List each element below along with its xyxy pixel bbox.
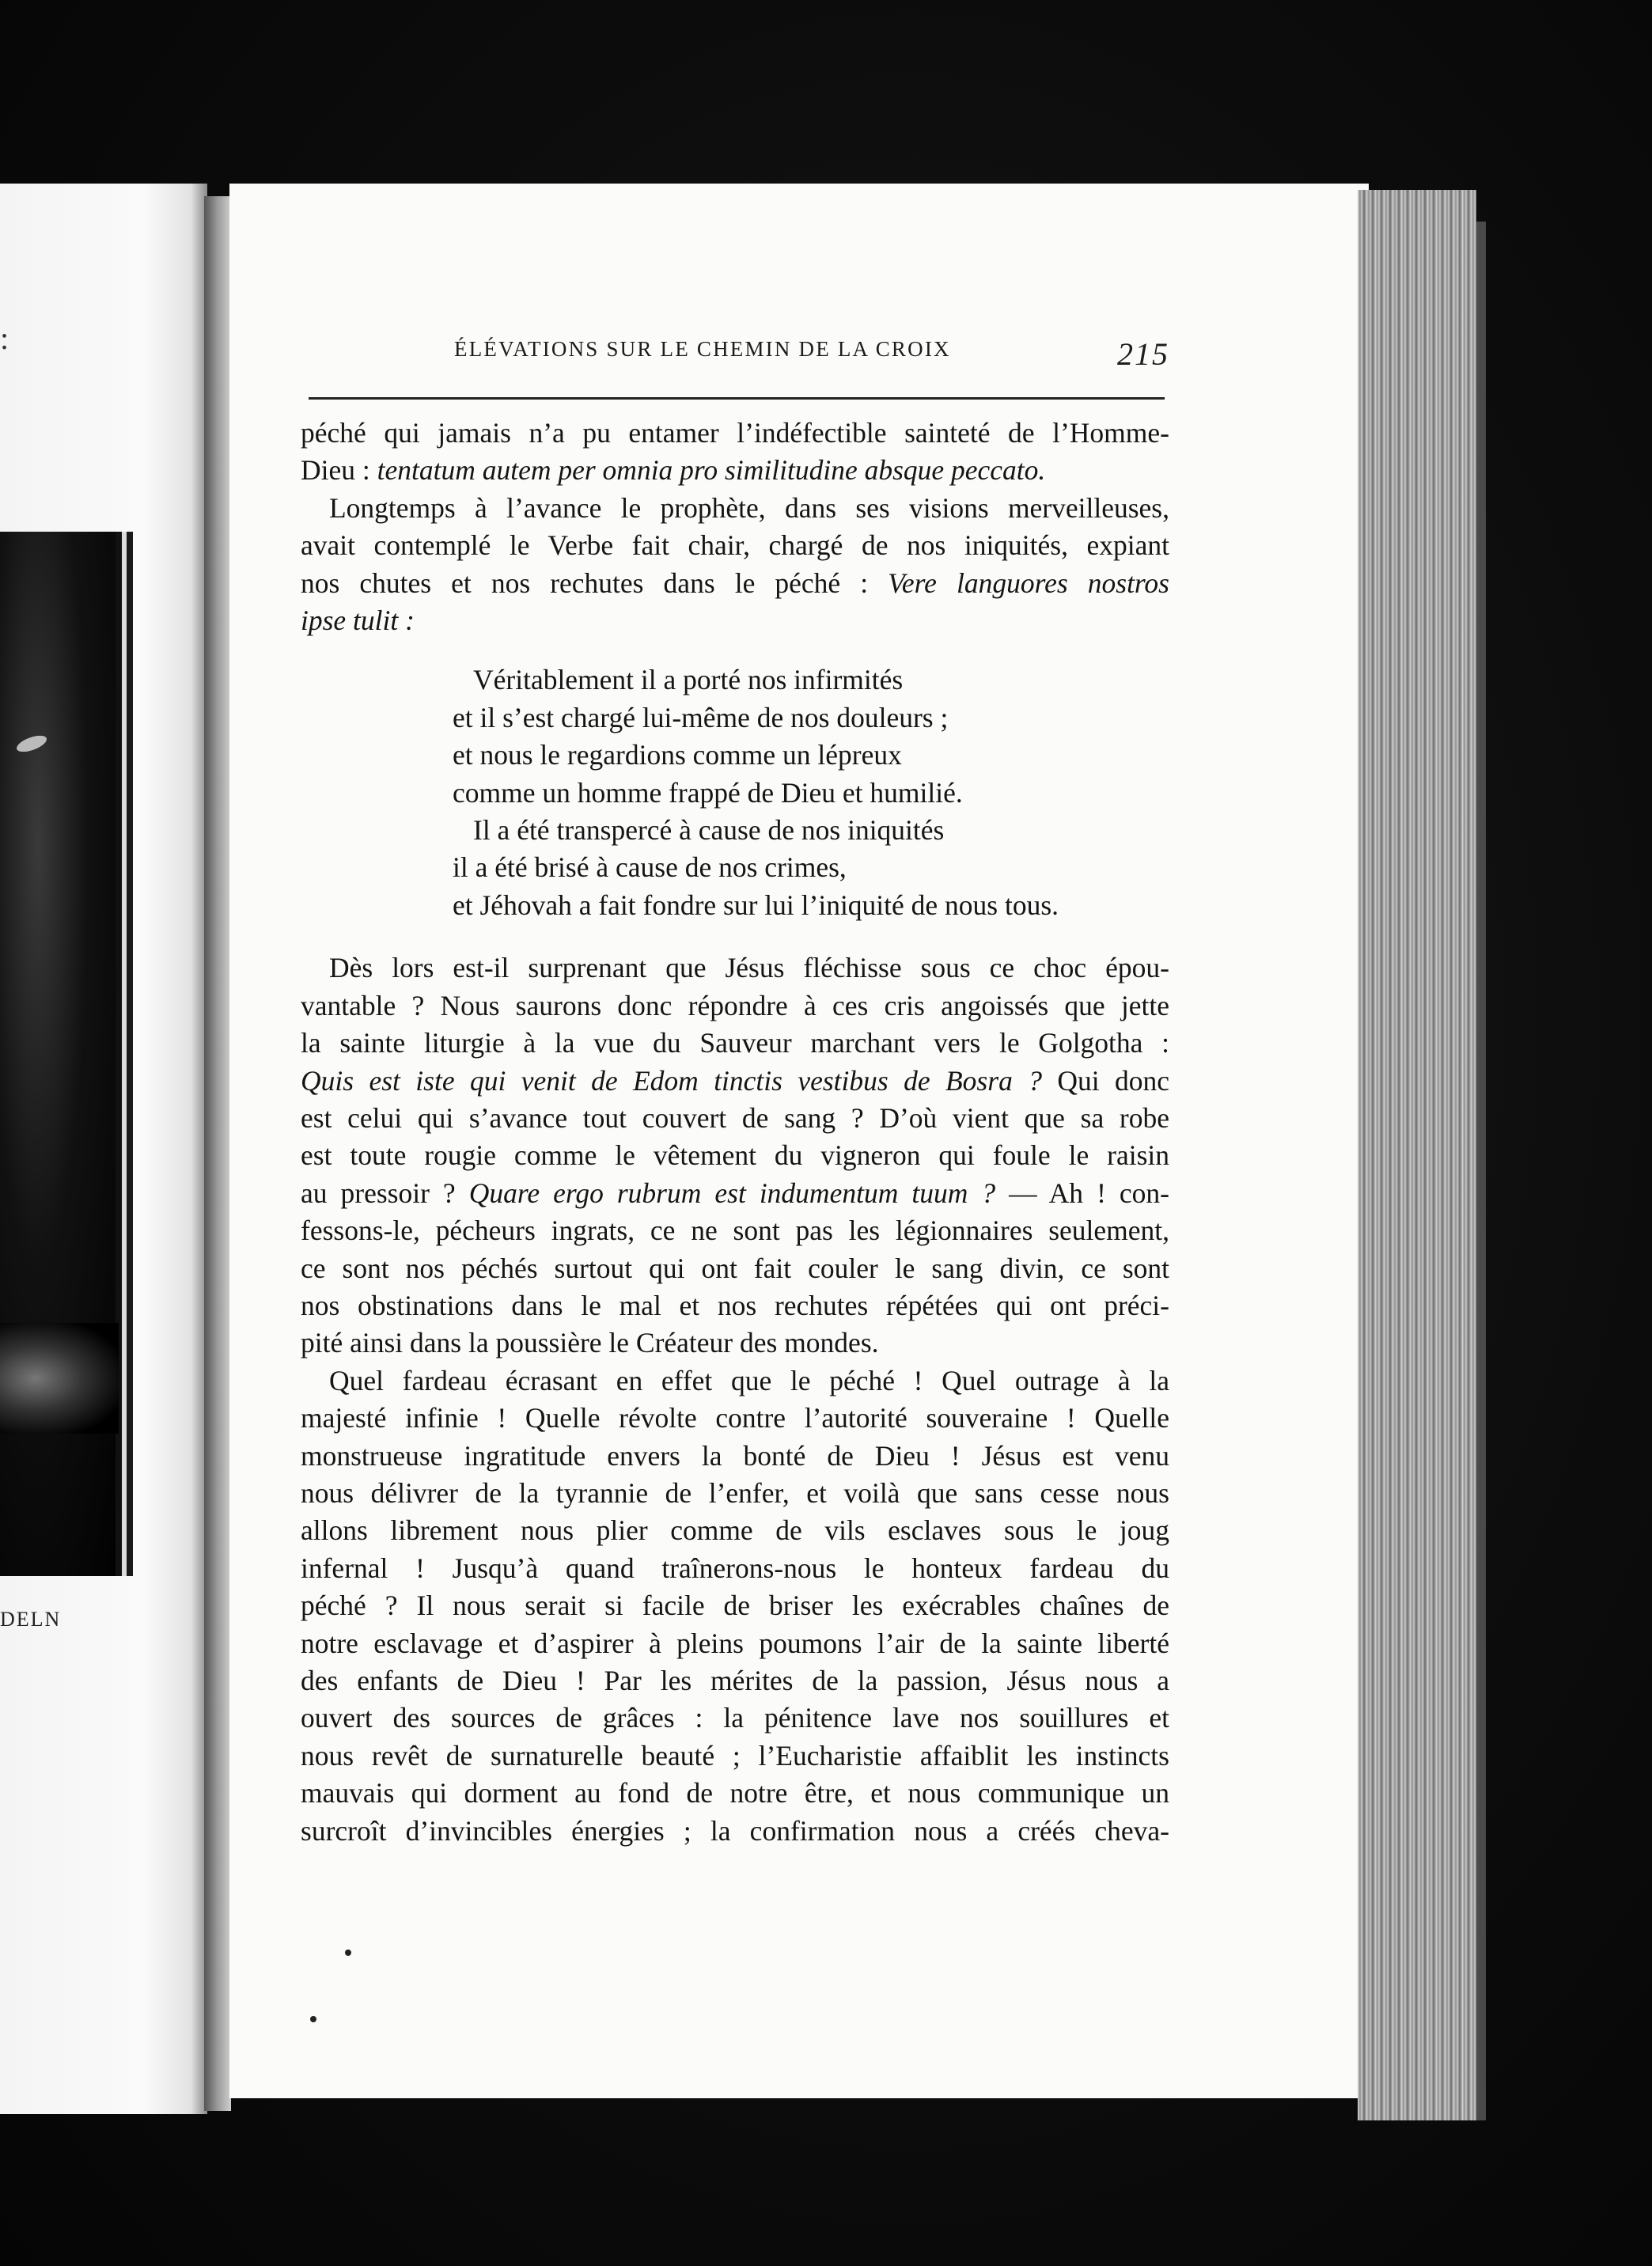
- text-line: [301, 1813, 1169, 1850]
- verse-line: comme un homme frappé de Dieu et humilié.: [453, 776, 963, 809]
- left-page-engraving: [0, 532, 133, 1576]
- text-line: [301, 1400, 1169, 1437]
- engraving-detail: [0, 1323, 119, 1434]
- book-gutter: [204, 196, 231, 2111]
- text-line: [301, 1324, 1169, 1362]
- verse-line: Véritablement il a porté nos infirmités: [473, 664, 904, 696]
- line-text: pité ainsi dans la poussière le Créateur des mondes.: [301, 1327, 879, 1359]
- page-block-shadow: [1476, 222, 1486, 2120]
- line-text: péché qui jamais n’a pu entamer l’indéfectible sainteté de l’Homme-: [301, 417, 1169, 449]
- page-number: 215: [1117, 336, 1169, 372]
- line-text: est celui qui s’avance tout couvert de sang ? D’où vient que sa robe: [301, 1101, 1169, 1134]
- line-text: fessons-le, pécheurs ingrats, ce ne sont pas les légionnaires seulement,: [301, 1214, 1169, 1247]
- text-line: [301, 1662, 1169, 1700]
- text-line: [301, 1512, 1169, 1549]
- verse-line: Il a été transpercé à cause de nos iniquités: [473, 814, 945, 847]
- text-line: [301, 949, 1169, 987]
- text-line: [301, 1775, 1169, 1812]
- line-text: Longtemps à l’avance le prophète, dans ses visions merveilleuses,: [329, 491, 1169, 524]
- engraving-highlight: [14, 733, 48, 756]
- paragraph: [301, 490, 1169, 640]
- paragraph: [301, 949, 1169, 1362]
- text-line: [301, 1212, 1169, 1249]
- text-line: [301, 1137, 1169, 1174]
- text-line: [301, 1550, 1169, 1587]
- line-text: nos obstinations dans le mal et nos rechutes répétées qui ont préci-: [301, 1289, 1169, 1321]
- line-text: ce sont nos péchés surtout qui ont fait couler le sang divin, ce sont: [301, 1252, 1169, 1284]
- verse-line: et il s’est chargé lui-même de nos douleurs ;: [453, 701, 949, 733]
- line-text: ouvert des sources de grâces : la pénitence lave nos souillures et: [301, 1702, 1169, 1734]
- line-text: nos chutes et nos rechutes dans le péché :: [301, 566, 889, 599]
- text-line: [301, 1175, 1169, 1212]
- opening-paragraphs: [301, 415, 1169, 639]
- text-line: [301, 1475, 1169, 1512]
- text-line: [301, 1587, 1169, 1624]
- line-text: Dès lors est-il surprenant que Jésus fléchisse sous ce choc épou-: [329, 952, 1169, 984]
- line-text: nous délivrer de la tyrannie de l’enfer, et voilà que sans cesse nous: [301, 1476, 1169, 1509]
- paragraph: [301, 1362, 1169, 1850]
- line-text-after: — Ah ! con-: [995, 1177, 1169, 1209]
- line-text: Quel fardeau écrasant en effet que le péché ! Quel outrage à la: [329, 1364, 1169, 1396]
- running-head: ÉLÉVATIONS SUR LE CHEMIN DE LA CROIX: [454, 337, 951, 361]
- paragraph: [301, 415, 1169, 490]
- latin-quotation: Quare ergo rubrum est indumentum tuum ?: [468, 1177, 996, 1209]
- text-line: [301, 1625, 1169, 1662]
- line-text: mauvais qui dorment au fond de notre être, et nous communique un: [301, 1777, 1169, 1809]
- line-text: au pressoir ?: [301, 1177, 469, 1209]
- text-line: [301, 1287, 1169, 1324]
- header-rule: [309, 397, 1165, 400]
- line-text: des enfants de Dieu ! Par les mérites de la passion, Jésus nous a: [301, 1665, 1169, 1696]
- line-text: infernal ! Jusqu’à quand traînerons-nous le honteux fardeau du: [301, 1552, 1169, 1584]
- line-text: nous revêt de surnaturelle beauté ; l’Eucharistie affaiblit les instincts: [301, 1739, 1169, 1771]
- text-line: [301, 1100, 1169, 1137]
- latin-quotation: Quis est iste qui venit de Edom tinctis vestibus de Bosra ?: [301, 1064, 1042, 1097]
- verse-line: et Jéhovah a fait fondre sur lui l’iniquité de nous tous.: [453, 889, 1059, 921]
- margin-speck: [310, 2016, 316, 2022]
- line-text: majesté infinie ! Quelle révolte contre l’autorité souveraine ! Quelle: [301, 1402, 1169, 1434]
- left-plate-caption: DELN: [0, 1608, 62, 1631]
- text-line: [301, 987, 1169, 1025]
- text-line: [301, 1250, 1169, 1287]
- latin-quotation: Vere languores nostros: [888, 566, 1169, 599]
- line-text: Dieu :: [301, 454, 377, 487]
- verse-line: il a été brisé à cause de nos crimes,: [453, 851, 847, 884]
- body-text: [301, 415, 1169, 1850]
- closing-paragraphs: [301, 949, 1169, 1850]
- line-text: surcroît d’invincibles énergies ; la confirmation nous a créés cheva-: [301, 1814, 1169, 1847]
- scripture-verse: [301, 661, 1169, 924]
- margin-speck: [345, 1950, 351, 1956]
- line-text: est toute rougie comme le vêtement du vigneron qui foule le raisin: [301, 1139, 1169, 1172]
- line-text: péché ? Il nous serait si facile de briser les exécrables chaînes de: [301, 1590, 1169, 1622]
- page-block-edge: [1358, 190, 1476, 2120]
- verse-line: et nous le regardions comme un lépreux: [453, 739, 902, 771]
- line-text: la sainte liturgie à la vue du Sauveur marchant vers le Golgotha :: [301, 1027, 1169, 1059]
- text-line: [301, 452, 1169, 489]
- text-line: [301, 527, 1169, 564]
- line-text-after: Qui donc: [1041, 1064, 1169, 1097]
- latin-quotation: ipse tulit :: [301, 604, 415, 637]
- text-line: [301, 415, 1169, 452]
- text-line: [301, 1438, 1169, 1475]
- text-line: [301, 1025, 1169, 1062]
- latin-quotation: tentatum autem per omnia pro similitudine absque peccato.: [377, 454, 1046, 487]
- line-text: vantable ? Nous saurons donc répondre à ces cris angoissés que jette: [301, 989, 1169, 1021]
- text-line: [301, 565, 1169, 602]
- line-text: notre esclavage et d’aspirer à pleins poumons l’air de la sainte liberté: [301, 1627, 1169, 1659]
- line-text: monstrueuse ingratitude envers la bonté de Dieu ! Jésus est venu: [301, 1439, 1169, 1472]
- line-text: allons librement nous plier comme de vils esclaves sous le joug: [301, 1514, 1169, 1547]
- line-text: avait contemplé le Verbe fait chair, chargé de nos iniquités, expiant: [301, 529, 1169, 562]
- text-line: [301, 1362, 1169, 1400]
- text-line: [301, 1063, 1169, 1100]
- text-line: [301, 1737, 1169, 1775]
- text-line: [301, 602, 1169, 639]
- text-line: [301, 1700, 1169, 1737]
- text-line: [301, 490, 1169, 527]
- left-page-mark: :: [0, 320, 9, 356]
